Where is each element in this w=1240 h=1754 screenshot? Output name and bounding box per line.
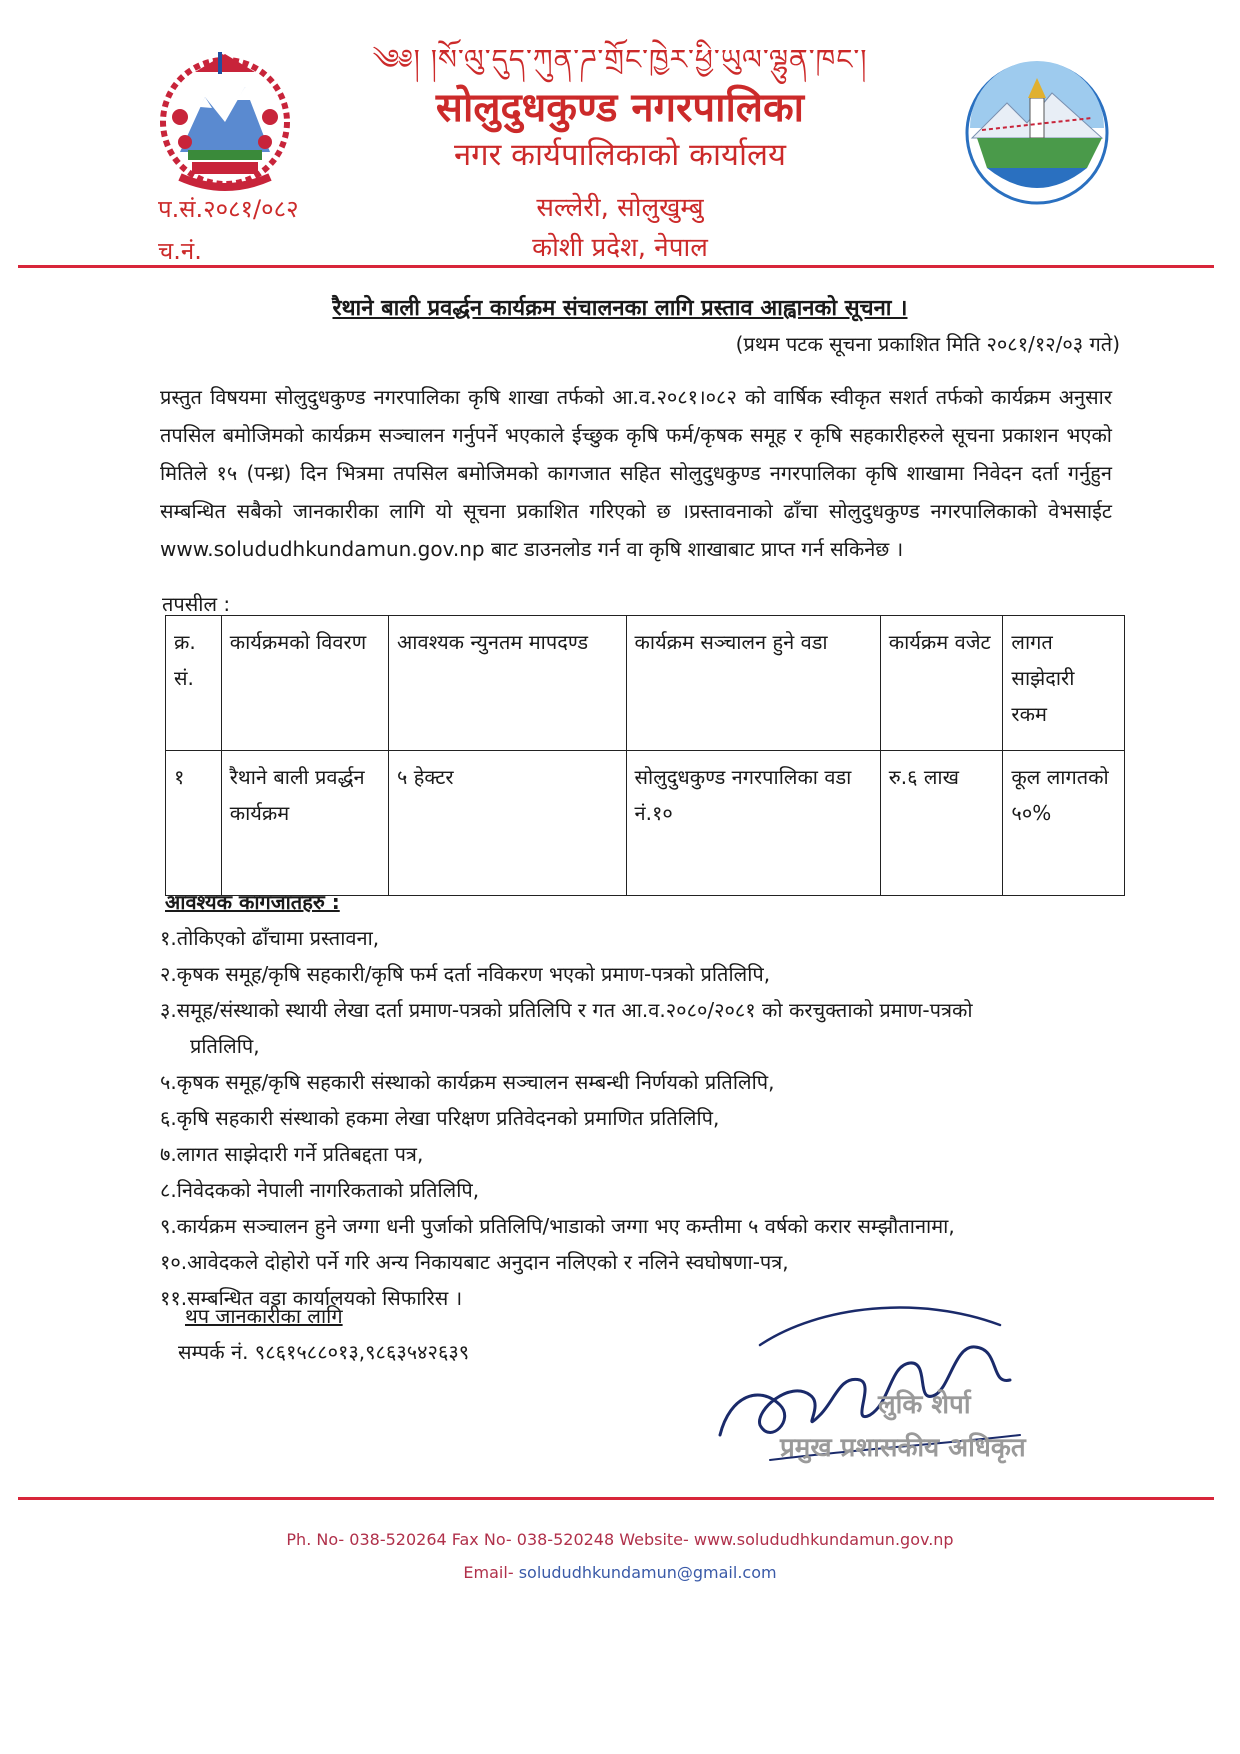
address-line2: कोशी प्रदेश, नेपाल: [532, 233, 708, 263]
published-date: (प्रथम पटक सूचना प्रकाशित मिति २०८१/१२/०३ गते): [735, 332, 1120, 356]
address-line1: सल्लेरी, सोलुखुम्बु: [536, 193, 704, 223]
office-name: नगर कार्यपालिकाको कार्यालय: [453, 137, 787, 173]
org-name: सोलुदुधकुण्ड नगरपालिका: [435, 85, 805, 131]
header-description: कार्यक्रमको विवरण: [221, 616, 388, 751]
list-item: [160, 1028, 1120, 1064]
table-header-row: [166, 616, 1125, 751]
footer-divider: [18, 1497, 1214, 1500]
list-item: ८.निवेदकको नेपाली नागरिकताको प्रतिलिपि,: [160, 1178, 480, 1202]
program-table: [165, 615, 1125, 896]
table-row: [166, 751, 1125, 896]
cell-criteria: ५ हेक्टर: [389, 751, 627, 896]
cell-serial: १: [166, 751, 222, 896]
header-budget: कार्यक्रम वजेट: [880, 616, 1003, 751]
list-item-continuation: प्रतिलिपि,: [190, 1034, 260, 1058]
contact-numbers: सम्पर्क नं. ९८६१५८८०१३,९८६३५४२६३९: [178, 1340, 470, 1364]
list-item: १०.आवेदकले दोहोरो पर्ने गरि अन्य निकायबाट अनुदान नलिएको र नलिने स्वघोषणा-पत्र,: [160, 1250, 789, 1274]
list-item: ९.कार्यक्रम सञ्चालन हुने जग्गा धनी पुर्जाको प्रतिलिपि/भाडाको जग्गा भए कम्तीमा ५ वर्षको करार सम्झौतानामा,: [160, 1214, 955, 1238]
requirements-heading: आवश्यक कागजातहरु :: [165, 890, 340, 914]
header-criteria: आवश्यक न्युनतम मापदण्ड: [389, 616, 627, 751]
tapsil-label: तपसील :: [162, 592, 231, 616]
list-item: ११.सम्बन्धित वडा कार्यालयको सिफारिस ।: [160, 1286, 463, 1310]
cell-cost-share: कूल लागतको ५०%: [1003, 751, 1125, 896]
header-divider: [18, 265, 1214, 268]
cell-budget: रु.६ लाख: [880, 751, 1003, 896]
list-item: ७.लागत साझेदारी गर्ने प्रतिबद्दता पत्र,: [160, 1142, 424, 1166]
signatory-designation: प्रमुख प्रशासकीय अधिकृत: [780, 1433, 1026, 1463]
dispatch-number: च.नं.: [158, 237, 202, 265]
footer-email-label: Email-: [463, 1563, 514, 1582]
tibetan-heading: ༄༅། །སོ་ལུ་དུད་ཀུན་ཌ་གྲོང་ཁྱེར་ཕྱི་ཡུལ་ལྷུན་ཁང་།: [372, 43, 868, 76]
header-serial: क्र. सं.: [166, 616, 222, 751]
signatory-name: लुकि शेर्पा: [878, 1390, 971, 1420]
list-item: २.कृषक समूह/कृषि सहकारी/कृषि फर्म दर्ता नविकरण भएको प्रमाण-पत्रको प्रतिलिपि,: [160, 962, 771, 986]
cell-ward: सोलुदुधकुण्ड नगरपालिका वडा नं.१०: [626, 751, 880, 896]
footer-email-line: [0, 1563, 1240, 1582]
list-item: ५.कृषक समूह/कृषि सहकारी संस्थाको कार्यक्रम सञ्चालन सम्बन्धी निर्णयको प्रतिलिपि,: [160, 1070, 775, 1094]
requirements-list: [160, 920, 1120, 1316]
footer-email-link[interactable]: solududhkundamun@gmail.com: [518, 1563, 777, 1582]
header-ward: कार्यक्रम सञ्चालन हुने वडा: [626, 616, 880, 751]
notice-paragraph: प्रस्तुत विषयमा सोलुदुधकुण्ड नगरपालिका कृषि शाखा तर्फको आ.व.२०८१।०८२ को वार्षिक स्वीकृत सशर्त तर्फको कार्यक्रम अनुसार तपसिल बमोजिमको कार्यक्रम सञ्चालन गर्नुपर्ने भएकाले ईच्छुक कृषि फर्म/कृषक समूह र कृषि सहकारीहरुले सूचना प्रकाशन भएको मितिले १५ (पन्ध्र) दिन भित्रमा तपसिल बमोजिमको कागजात सहित सोलुदुधकुण्ड नगरपालिका कृषि शाखामा निवेदन दर्ता गर्नुहुन सम्बन्धित सबैको जानकारीका लागि यो सूचना प्रकाशित गरिएको छ ।प्रस्तावनाको ढाँचा सोलुदुधकुण्ड नगरपालिकाको वेभसाईट www.solududhkundamun.gov.np बाट डाउनलोड गर्न वा कृषि शाखाबाट प्राप्त गर्न सकिनेछ ।: [160, 385, 1112, 561]
list-item: १.तोकिएको ढाँचामा प्रस्तावना,: [160, 926, 380, 950]
cell-description: रैथाने बाली प्रवर्द्धन कार्यक्रम: [221, 751, 388, 896]
reference-number: प.सं.२०८१/०८२: [158, 195, 299, 223]
list-item: ३.समूह/संस्थाको स्थायी लेखा दर्ता प्रमाण-पत्रको प्रतिलिपि र गत आ.व.२०८०/२०८१ को करचुक्ताको प्रमाण-पत्रको: [160, 998, 973, 1022]
footer-contact: Ph. No- 038-520264 Fax No- 038-520248 Website- www.solududhkundamun.gov.np: [286, 1530, 954, 1549]
notice-title: रैथाने बाली प्रवर्द्धन कार्यक्रम संचालनका लागि प्रस्ताव आह्वानको सूचना ।: [332, 296, 908, 321]
header-cost-share: लागत साझेदारी रकम: [1003, 616, 1125, 751]
contact-heading: थप जानकारीका लागि: [185, 1304, 343, 1328]
list-item: ६.कृषि सहकारी संस्थाको हकमा लेखा परिक्षण प्रतिवेदनको प्रमाणित प्रतिलिपि,: [160, 1106, 720, 1130]
